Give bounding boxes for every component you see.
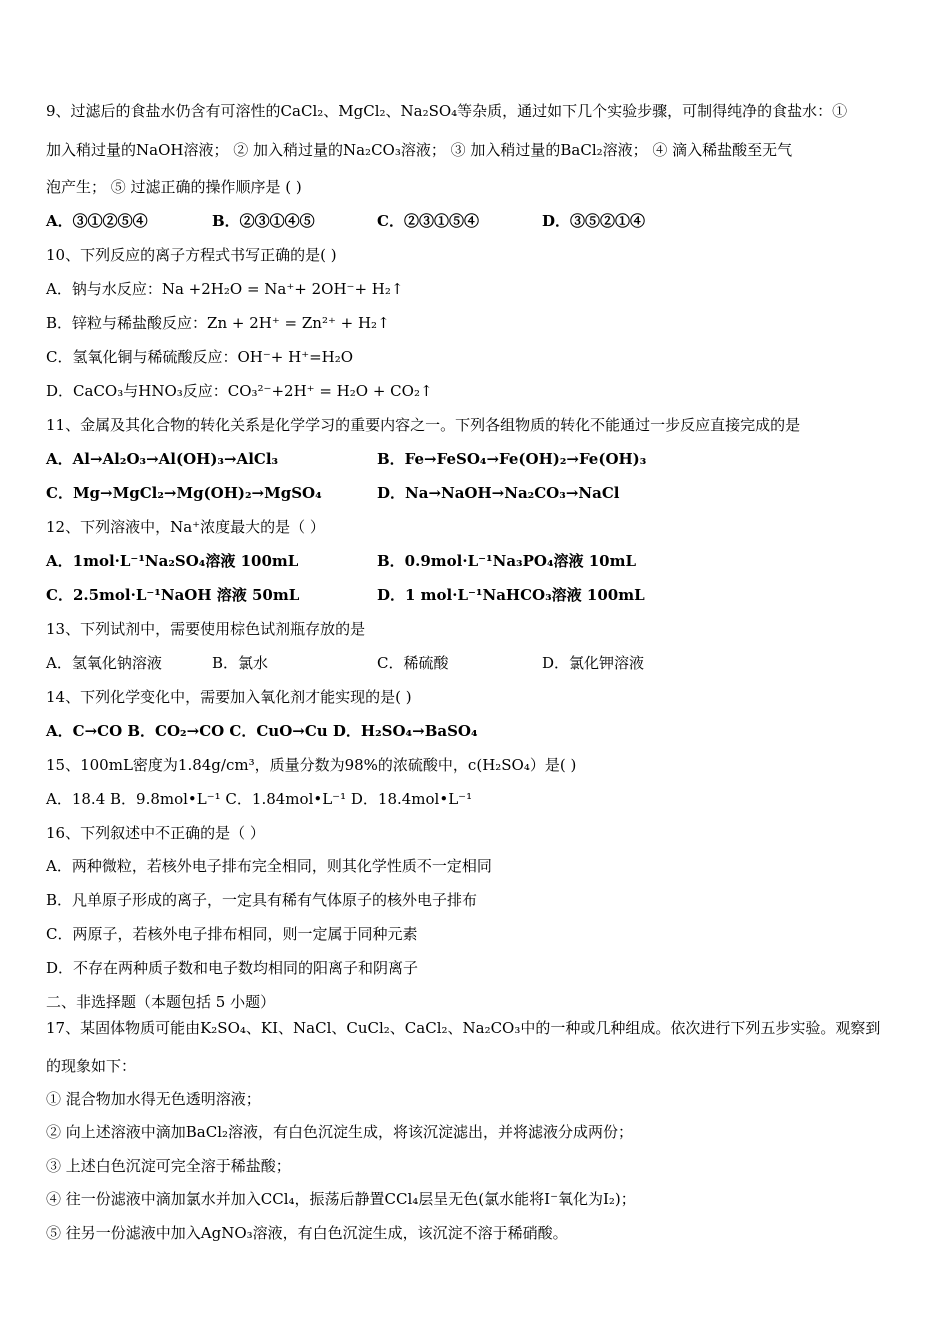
- q9-line3: 泡产生； ⑤ 过滤正确的操作顺序是 ( ): [46, 178, 302, 196]
- q17-line2: 的现象如下：: [46, 1057, 137, 1075]
- q10-option-a: A．钠与水反应：Na +2H₂O = Na⁺+ 2OH⁻+ H₂↑: [46, 280, 404, 298]
- q17-step2: ② 向上述溶液中滴加BaCl₂溶液，有白色沉淀生成，将该沉淀滤出，并将滤液分成两份；: [46, 1123, 634, 1141]
- q11-stem: 11、金属及其化合物的转化关系是化学学习的重要内容之一。下列各组物质的转化不能通过一步反应直接完成的是: [46, 416, 801, 434]
- q14-options: A．C→CO B．CO₂→CO C．CuO→Cu D．H₂SO₄→BaSO₄: [46, 722, 478, 740]
- q17-line1: 17、某固体物质可能由K₂SO₄、KI、NaCl、CuCl₂、CaCl₂、Na₂CO₃中的一种或几种组成。依次进行下列五步实验。观察到: [46, 1019, 881, 1037]
- q12-option-a: A．1mol·L⁻¹Na₂SO₄溶液 100mL: [46, 552, 299, 570]
- q17-step5: ⑤ 往另一份滤液中加入AgNO₃溶液，有白色沉淀生成，该沉淀不溶于稀硝酸。: [46, 1224, 568, 1242]
- q16-option-c: C．两原子，若核外电子排布相同，则一定属于同种元素: [46, 925, 418, 943]
- section-heading: 二、非选择题（本题包括 5 小题）: [46, 993, 276, 1011]
- q16-stem: 16、下列叙述中不正确的是（ ）: [46, 824, 265, 842]
- q10-option-b: B．锌粒与稀盐酸反应：Zn + 2H⁺ = Zn²⁺ + H₂↑: [46, 314, 390, 332]
- q10-option-d: D．CaCO₃与HNO₃反应：CO₃²⁻+2H⁺ = H₂O + CO₂↑: [46, 382, 433, 400]
- q11-option-b: B．Fe→FeSO₄→Fe(OH)₂→Fe(OH)₃: [377, 450, 647, 468]
- q12-option-d: D．1 mol·L⁻¹NaHCO₃溶液 100mL: [377, 586, 645, 604]
- q12-option-b: B．0.9mol·L⁻¹Na₃PO₄溶液 10mL: [377, 552, 637, 570]
- q10-stem: 10、下列反应的离子方程式书写正确的是( ): [46, 246, 337, 264]
- q12-option-c: C．2.5mol·L⁻¹NaOH 溶液 50mL: [46, 586, 300, 604]
- q11-option-d: D．Na→NaOH→Na₂CO₃→NaCl: [377, 484, 620, 502]
- q16-option-a: A．两种微粒，若核外电子排布完全相同，则其化学性质不一定相同: [46, 857, 492, 875]
- q11-option-a: A．Al→Al₂O₃→Al(OH)₃→AlCl₃: [46, 450, 279, 468]
- q17-step4: ④ 往一份滤液中滴加氯水并加入CCl₄，振荡后静置CCl₄层呈无色(氯水能将I⁻氧化为I₂)；: [46, 1190, 636, 1208]
- q9-option-d: D．③⑤②①④: [542, 212, 646, 230]
- q13-option-b: B．氯水: [212, 654, 269, 672]
- q17-step1: ① 混合物加水得无色透明溶液；: [46, 1090, 261, 1108]
- q15-stem: 15、100mL密度为1.84g/cm³，质量分数为98%的浓硫酸中，c(H₂SO₄）是( ): [46, 756, 577, 774]
- q16-option-d: D．不存在两种质子数和电子数均相同的阳离子和阴离子: [46, 959, 419, 977]
- q13-option-c: C．稀硫酸: [377, 654, 449, 672]
- q14-stem: 14、下列化学变化中，需要加入氧化剂才能实现的是( ): [46, 688, 412, 706]
- q13-option-a: A．氢氧化钠溶液: [46, 654, 162, 672]
- q12-stem: 12、下列溶液中，Na⁺浓度最大的是（ ）: [46, 518, 325, 536]
- q10-option-c: C．氢氧化铜与稀硫酸反应：OH⁻+ H⁺=H₂O: [46, 348, 354, 366]
- q17-step3: ③ 上述白色沉淀可完全溶于稀盐酸；: [46, 1157, 291, 1175]
- q9-line1: 9、过滤后的食盐水仍含有可溶性的CaCl₂、MgCl₂、Na₂SO₄等杂质，通过如下几个实验步骤，可制得纯净的食盐水：①: [46, 102, 848, 120]
- q11-option-c: C．Mg→MgCl₂→Mg(OH)₂→MgSO₄: [46, 484, 322, 502]
- q13-stem: 13、下列试剂中，需要使用棕色试剂瓶存放的是: [46, 620, 366, 638]
- q9-option-c: C．②③①⑤④: [377, 212, 479, 230]
- q16-option-b: B．凡单原子形成的离子，一定具有稀有气体原子的核外电子排布: [46, 891, 478, 909]
- q15-options: A．18.4 B．9.8mol•L⁻¹ C．1.84mol•L⁻¹ D．18.4mol•L⁻¹: [46, 790, 473, 808]
- q9-option-b: B．②③①④⑤: [212, 212, 315, 230]
- q13-option-d: D．氯化钾溶液: [542, 654, 645, 672]
- q9-option-a: A．③①②⑤④: [46, 212, 148, 230]
- q9-line2: 加入稍过量的NaOH溶液； ② 加入稍过量的Na₂CO₃溶液； ③ 加入稍过量的BaCl₂溶液； ④ 滴入稀盐酸至无气: [46, 141, 793, 159]
